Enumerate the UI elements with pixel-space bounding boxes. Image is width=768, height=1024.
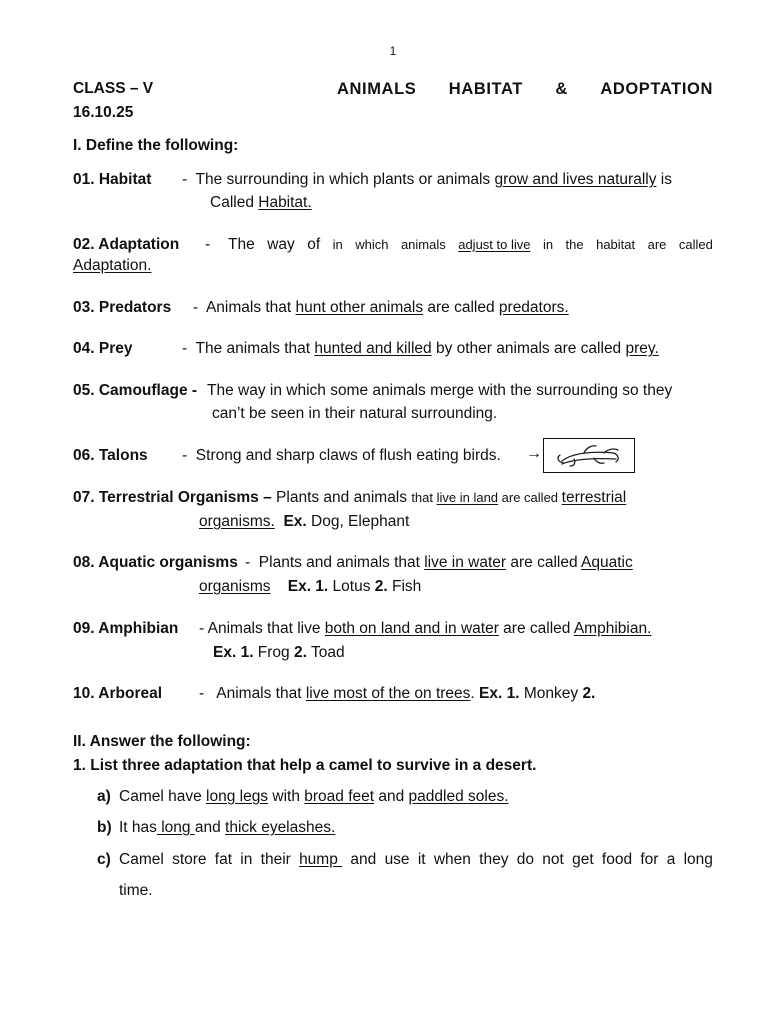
example-text: Dog, Elephant [306, 513, 410, 530]
term-camouflage: 05. Camouflage - [73, 382, 198, 399]
example-text: Fish [387, 578, 422, 595]
example-label: 2. [374, 578, 388, 595]
text: Strong and sharp claws of flush eating birds. [195, 447, 501, 464]
definition-adaptation [228, 236, 713, 254]
term-arboreal: 10. Arboreal [73, 685, 163, 702]
underlined-text: Amphibian. [573, 620, 652, 637]
answer-b [119, 819, 335, 837]
dash: - [245, 554, 251, 571]
text: Animals that [205, 299, 296, 316]
underlined-text: adjust to live [458, 237, 531, 252]
definition-camouflage-line2: can’t be seen in their natural surrounding. [212, 405, 498, 422]
underlined-text: live in land [436, 490, 499, 505]
arrow-right-icon: → [526, 445, 542, 462]
term-predators: 03. Predators [73, 299, 172, 316]
example-label: Ex. 1. [479, 685, 520, 702]
word: in [332, 237, 343, 252]
term-talons: 06. Talons [73, 447, 148, 464]
underlined-text: organisms. [199, 513, 275, 530]
word: food [601, 851, 633, 868]
word: when [433, 851, 471, 868]
text: The surrounding in which plants or animals [195, 171, 495, 188]
definition-habitat-line2 [210, 194, 312, 212]
dash: - [199, 620, 205, 637]
word: way [267, 236, 295, 253]
word: use [384, 851, 410, 868]
text: with [268, 788, 305, 805]
text: Plants and animals that [258, 554, 425, 571]
term-habitat: 01. Habitat [73, 171, 152, 188]
word: The [228, 236, 255, 253]
example-label: Ex. 1. [287, 578, 329, 595]
answer-label: a) [97, 788, 111, 805]
page-number: 1 [389, 44, 397, 58]
text: Called [210, 194, 259, 211]
word: store [172, 851, 207, 868]
underlined-text: both on land and in water [324, 620, 499, 637]
underlined-text: grow and lives naturally [494, 171, 657, 188]
definition-adaptation-line2: Adaptation. [73, 257, 152, 274]
underlined-text: long [156, 819, 195, 836]
example-text: Toad [306, 644, 345, 661]
term-amphibian: 09. Amphibian [73, 620, 179, 637]
underlined-text: broad feet [304, 788, 375, 805]
text: Animals that live [207, 620, 325, 637]
text: are called [498, 490, 562, 505]
dash: - [182, 447, 188, 464]
example-text: Monkey [519, 685, 583, 702]
answer-label: c) [97, 851, 111, 868]
talon-icon [544, 439, 633, 471]
definition-talons [182, 447, 501, 465]
definition-prey [182, 340, 659, 358]
text: are called [498, 620, 574, 637]
dash: - [193, 299, 199, 316]
word: get [572, 851, 594, 868]
word: are [647, 237, 667, 252]
definition-amphibian-line2 [213, 644, 345, 662]
underlined-text: Habitat. [258, 194, 312, 211]
word: they [479, 851, 509, 868]
text: and [374, 788, 409, 805]
title-word: & [555, 80, 568, 98]
word: fat [214, 851, 233, 868]
date: 16.10.25 [73, 104, 134, 121]
underlined-text: thick eyelashes. [225, 819, 336, 836]
word: their [260, 851, 291, 868]
text: that [411, 490, 437, 505]
example-label: 2. [582, 685, 596, 702]
title-word: ANIMALS [337, 80, 417, 98]
word: called [678, 237, 713, 252]
underlined-text: live most of the on trees [305, 685, 471, 702]
definition-habitat [182, 171, 672, 189]
text: Camel have [119, 788, 207, 805]
underlined-text: Aquatic [581, 554, 633, 571]
section1-heading: I. Define the following: [73, 137, 239, 154]
class-label: CLASS – V [73, 80, 154, 97]
answer-a [119, 788, 509, 806]
underlined-text: organisms [199, 578, 271, 595]
underlined-text: hunt other animals [295, 299, 424, 316]
section2-heading: II. Answer the following: [73, 733, 251, 750]
definition-terrestrial [73, 489, 626, 507]
underlined-text: live in water [424, 554, 507, 571]
title-word: HABITAT [448, 80, 523, 98]
question-1: 1. List three adaptation that help a camel to survive in a desert. [73, 757, 537, 774]
definition-aquatic [245, 554, 633, 572]
term-adaptation: 02. Adaptation [73, 236, 180, 253]
word: habitat [596, 237, 636, 252]
text: by other animals are called [431, 340, 626, 357]
text: are called [423, 299, 499, 316]
word: a [666, 851, 676, 868]
word: the [565, 237, 584, 252]
definition-amphibian [199, 620, 651, 638]
text: . [470, 685, 480, 702]
definition-terrestrial-line2 [199, 513, 409, 531]
word: animals [400, 237, 446, 252]
underlined-text: paddled soles. [408, 788, 509, 805]
definition-arboreal [199, 685, 595, 703]
text: Animals that [216, 685, 306, 702]
underlined-text: hump [299, 851, 343, 868]
text: are called [506, 554, 582, 571]
underlined-text: long legs [206, 788, 269, 805]
text: It has [119, 819, 157, 836]
underlined-text: hunted and killed [314, 340, 432, 357]
example-label: Ex. 1. [213, 644, 254, 661]
word: which [355, 237, 389, 252]
answer-label: b) [97, 819, 112, 836]
underlined-text: predators. [498, 299, 569, 316]
term-aquatic: 08. Aquatic organisms [73, 554, 238, 571]
definition-aquatic-line2 [199, 578, 421, 596]
word: not [542, 851, 564, 868]
answer-c [119, 851, 713, 869]
definition-camouflage: The way in which some animals merge with the surrounding so they [207, 382, 673, 399]
term-terrestrial: 07. Terrestrial Organisms – [73, 489, 272, 506]
dash: - [182, 340, 188, 357]
word: long [683, 851, 713, 868]
example-text: Frog [253, 644, 294, 661]
word: Camel [119, 851, 164, 868]
talon-claw-picture [543, 438, 635, 473]
word: for [640, 851, 659, 868]
word: it [417, 851, 426, 868]
example-label: 2. [293, 644, 307, 661]
word: in [542, 237, 554, 252]
word: and [350, 851, 377, 868]
dash: - [205, 236, 211, 253]
word: of [307, 236, 321, 253]
dash: - [199, 685, 205, 702]
text: is [656, 171, 672, 188]
page-title [337, 80, 713, 99]
word: do [516, 851, 534, 868]
answer-c-line2: time. [119, 882, 153, 899]
dash: - [182, 171, 188, 188]
underlined-text: terrestrial [561, 489, 627, 506]
text: The animals that [195, 340, 315, 357]
underlined-text: prey. [625, 340, 659, 357]
text: Plants and animals [271, 489, 412, 506]
definition-predators [193, 299, 569, 317]
example-text: Lotus [328, 578, 375, 595]
example-label: Ex. [283, 513, 307, 530]
word: in [240, 851, 253, 868]
term-prey: 04. Prey [73, 340, 133, 357]
text: and [194, 819, 226, 836]
title-word: ADOPTATION [600, 80, 713, 98]
